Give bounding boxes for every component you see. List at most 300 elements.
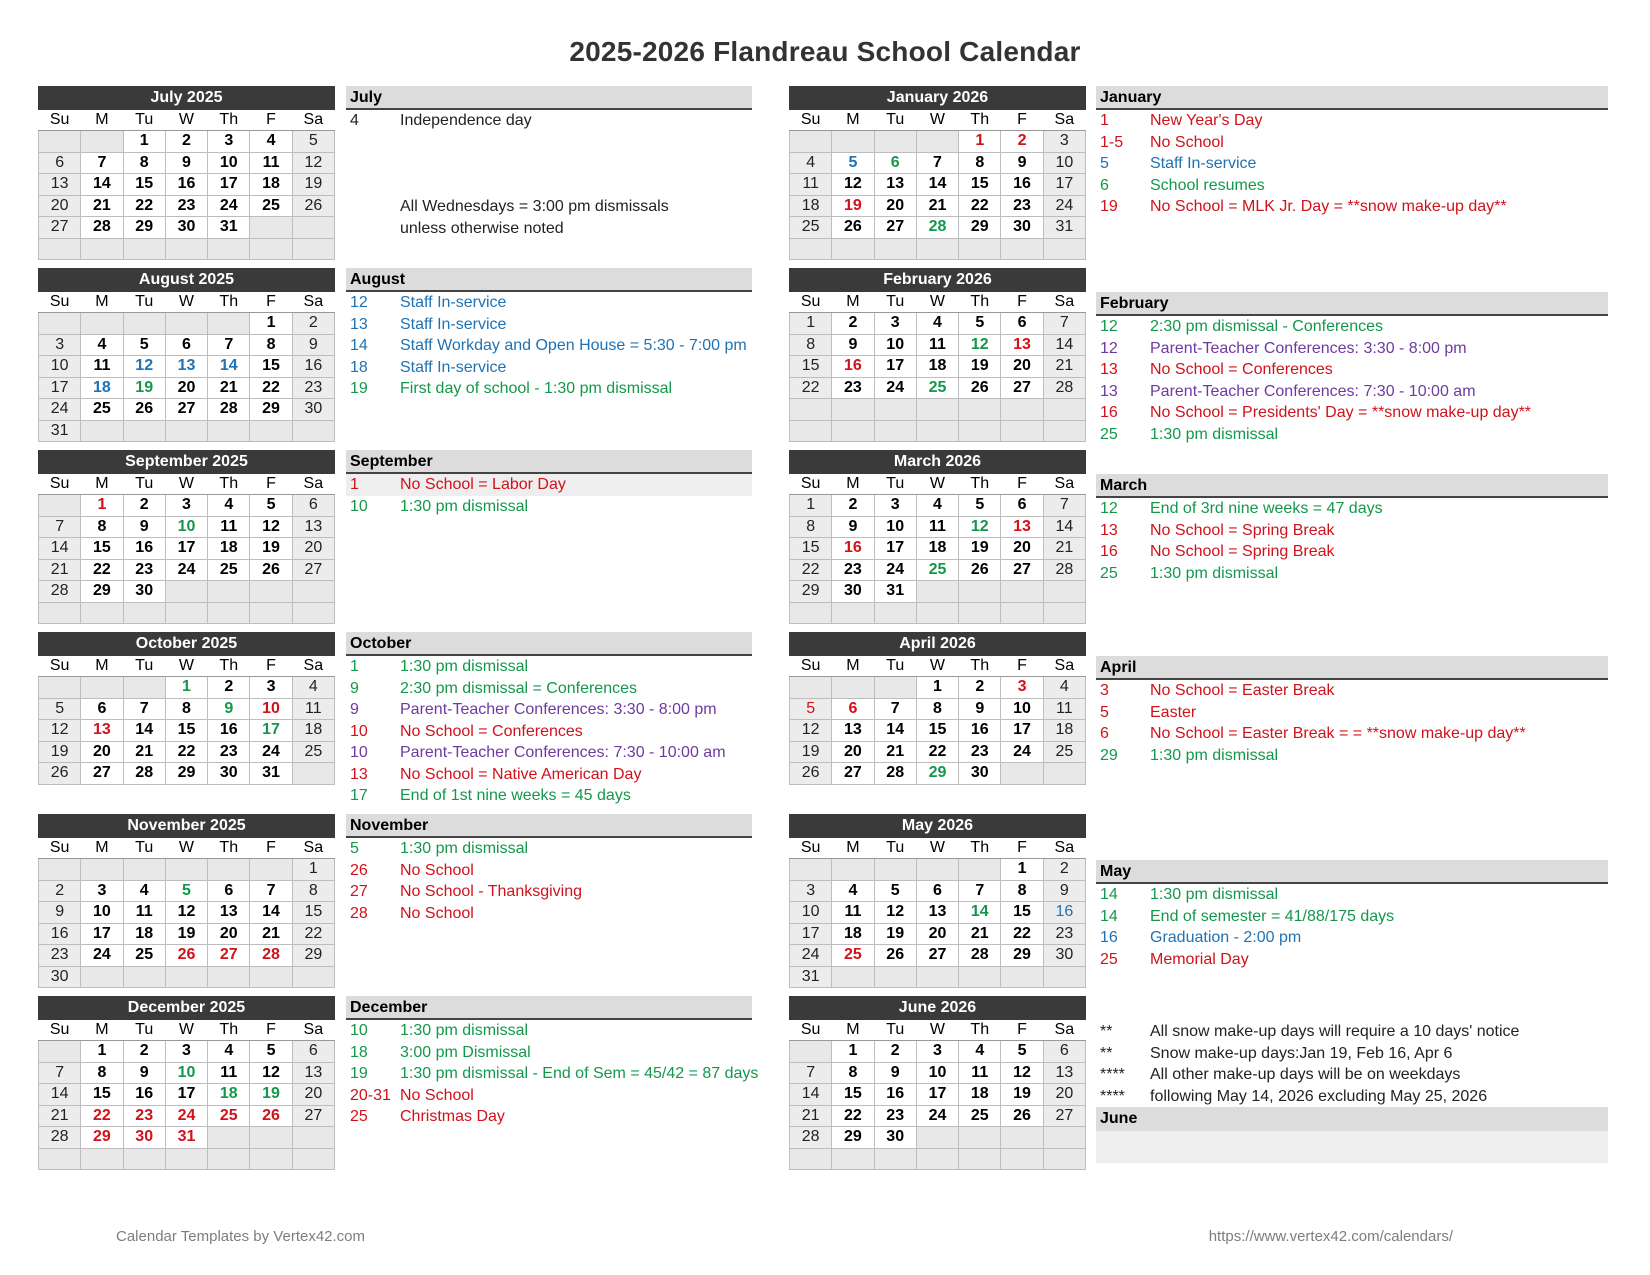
weekday-header: Sa: [1043, 838, 1085, 859]
week-row: [39, 1148, 335, 1170]
week-row: [39, 1084, 335, 1106]
day-cell: 7: [208, 334, 250, 356]
day-cell: 21: [1043, 356, 1085, 378]
day-cell: 10: [39, 356, 81, 378]
day-cell: 4: [208, 495, 250, 517]
day-cell: 7: [123, 698, 165, 720]
events-header: September: [346, 450, 752, 474]
day-cell: 28: [39, 581, 81, 603]
empty-cell: [916, 238, 958, 260]
day-cell: 31: [250, 763, 292, 785]
month-december-2025: [38, 996, 335, 1170]
day-cell: 16: [39, 923, 81, 945]
day-cell: 5: [874, 880, 916, 902]
event-date: 18: [350, 1043, 368, 1061]
empty-cell: [81, 420, 123, 442]
event-date: 29: [1100, 746, 1118, 764]
day-cell: 7: [874, 698, 916, 720]
day-cell: 11: [1043, 698, 1085, 720]
week-row: [39, 516, 335, 538]
day-cell: 25: [208, 1105, 250, 1127]
weekday-header: M: [832, 656, 874, 677]
day-cell: 16: [1043, 902, 1085, 924]
day-cell: 26: [959, 377, 1001, 399]
event-text: No School = Labor Day: [400, 476, 566, 493]
day-cell: 30: [123, 1127, 165, 1149]
day-cell: 4: [292, 677, 334, 699]
day-cell: 13: [39, 174, 81, 196]
week-row: [790, 741, 1086, 763]
day-cell: 22: [81, 559, 123, 581]
empty-cell: [165, 238, 207, 260]
empty-cell: [39, 1041, 81, 1063]
day-cell: 25: [208, 559, 250, 581]
week-row: [39, 720, 335, 742]
event-date: 14: [1100, 886, 1118, 903]
empty-cell: [874, 677, 916, 699]
event-date: 19: [350, 380, 368, 397]
event-text: 1:30 pm dismissal: [400, 840, 529, 857]
day-cell: 8: [790, 516, 832, 538]
event-date: 25: [1100, 950, 1118, 968]
events-header: November: [346, 814, 752, 838]
day-cell: 9: [874, 1062, 916, 1084]
day-cell: 11: [916, 334, 958, 356]
empty-cell: [916, 859, 958, 881]
weekday-header: Su: [790, 838, 832, 859]
events-header: January: [1096, 86, 1608, 110]
day-cell: 26: [959, 559, 1001, 581]
day-cell: 8: [292, 880, 334, 902]
day-cell: 4: [1043, 677, 1085, 699]
event-row: [346, 721, 752, 743]
day-cell: 19: [959, 356, 1001, 378]
month-title: September 2025: [38, 450, 335, 474]
day-cell: 20: [1043, 1084, 1085, 1106]
day-cell: 17: [208, 174, 250, 196]
note-row: [1096, 1043, 1608, 1065]
weekday-header: Th: [208, 110, 250, 131]
day-cell: 8: [959, 152, 1001, 174]
day-cell: 21: [123, 741, 165, 763]
week-row: [790, 377, 1086, 399]
week-row: [790, 1148, 1086, 1170]
empty-cell: [39, 859, 81, 881]
empty-cell: [81, 238, 123, 260]
month-april-2026: [789, 632, 1086, 785]
empty-cell: [959, 1148, 1001, 1170]
day-cell: 24: [250, 741, 292, 763]
day-cell: 9: [832, 334, 874, 356]
day-cell: 14: [959, 902, 1001, 924]
event-row: [346, 153, 752, 175]
day-cell: 2: [1001, 131, 1043, 153]
day-cell: 13: [208, 902, 250, 924]
week-row: [790, 495, 1086, 517]
events-header: August: [346, 268, 752, 292]
day-cell: 1: [165, 677, 207, 699]
note-marker: ****: [1100, 1066, 1125, 1083]
day-cell: 4: [790, 152, 832, 174]
week-row: [790, 131, 1086, 153]
week-row: [39, 152, 335, 174]
day-cell: 3: [916, 1041, 958, 1063]
day-cell: 10: [208, 152, 250, 174]
empty-cell: [959, 238, 1001, 260]
month-title: February 2026: [789, 268, 1086, 292]
week-row: [39, 902, 335, 924]
event-text: No School = Spring Break: [1150, 543, 1335, 560]
event-text: 2:30 pm dismissal - Conferences: [1150, 318, 1383, 335]
day-cell: 2: [39, 880, 81, 902]
event-date: 9: [350, 701, 359, 718]
empty-cell: [123, 313, 165, 335]
day-cell: 12: [250, 516, 292, 538]
day-cell: 6: [208, 880, 250, 902]
day-cell: 10: [165, 1062, 207, 1084]
empty-cell: [874, 859, 916, 881]
day-cell: 4: [208, 1041, 250, 1063]
day-cell: 9: [959, 698, 1001, 720]
month-title: July 2025: [38, 86, 335, 110]
day-cell: 8: [81, 516, 123, 538]
day-cell: 27: [1043, 1105, 1085, 1127]
day-cell: 25: [292, 741, 334, 763]
day-cell: 21: [39, 559, 81, 581]
event-text: Parent-Teacher Conferences: 7:30 - 10:00 am: [1150, 382, 1476, 400]
empty-cell: [292, 581, 334, 603]
day-cell: 12: [832, 174, 874, 196]
weekday-header: M: [832, 110, 874, 131]
event-text: 1:30 pm dismissal: [1150, 564, 1279, 582]
week-row: [790, 217, 1086, 239]
empty-cell: [81, 966, 123, 988]
day-cell: 3: [1001, 677, 1043, 699]
day-cell: 18: [292, 720, 334, 742]
footer-right[interactable]: https://www.vertex42.com/calendars/: [1208, 1228, 1453, 1245]
weekday-header: F: [250, 474, 292, 495]
day-cell: 27: [81, 763, 123, 785]
event-row: [346, 110, 752, 132]
day-cell: 20: [81, 741, 123, 763]
page-title: 2025-2026 Flandreau School Calendar: [569, 36, 1081, 67]
day-cell: 27: [292, 559, 334, 581]
day-cell: 1: [959, 131, 1001, 153]
day-cell: 23: [292, 377, 334, 399]
event-text: No School = Spring Break: [1150, 521, 1335, 539]
event-date: 13: [1100, 382, 1118, 400]
week-row: [790, 677, 1086, 699]
footer-left[interactable]: Calendar Templates by Vertex42.com: [116, 1228, 366, 1245]
day-cell: 24: [1001, 741, 1043, 763]
week-row: [790, 1062, 1086, 1084]
weekday-header: Su: [39, 1020, 81, 1041]
day-cell: 16: [123, 1084, 165, 1106]
day-cell: 23: [123, 1105, 165, 1127]
event-date: 10: [350, 497, 368, 515]
note-row: [1096, 1086, 1608, 1108]
week-row: [790, 1041, 1086, 1063]
day-cell: 20: [874, 195, 916, 217]
event-text: Staff In-service: [1150, 155, 1257, 172]
empty-cell: [1043, 420, 1085, 442]
day-cell: 2: [1043, 859, 1085, 881]
empty-cell: [208, 602, 250, 624]
notes: [1096, 1021, 1608, 1163]
weekday-header: W: [165, 474, 207, 495]
day-cell: 15: [81, 538, 123, 560]
day-cell: 25: [832, 945, 874, 967]
event-row: [1096, 316, 1608, 338]
empty-cell: [874, 420, 916, 442]
empty-cell: [916, 131, 958, 153]
event-row: [346, 785, 752, 807]
week-row: [39, 195, 335, 217]
week-row: [39, 581, 335, 603]
day-cell: 12: [165, 902, 207, 924]
day-cell: 24: [874, 559, 916, 581]
event-row: [1096, 723, 1608, 745]
empty-cell: [1043, 238, 1085, 260]
week-row: [790, 698, 1086, 720]
weekday-header: Su: [39, 474, 81, 495]
empty-cell: [1043, 763, 1085, 785]
day-cell: 29: [832, 1127, 874, 1149]
event-row: [1096, 132, 1608, 154]
day-cell: 28: [959, 945, 1001, 967]
day-cell: 11: [250, 152, 292, 174]
day-cell: 21: [81, 195, 123, 217]
day-cell: 5: [1001, 1041, 1043, 1063]
day-cell: 22: [81, 1105, 123, 1127]
event-date: 26: [350, 861, 368, 879]
events-march: [1096, 474, 1608, 584]
day-cell: 10: [1001, 698, 1043, 720]
week-row: [790, 1105, 1086, 1127]
empty-cell: [1001, 581, 1043, 603]
event-date: 1: [1100, 112, 1109, 129]
day-cell: 17: [874, 538, 916, 560]
empty-cell: [916, 602, 958, 624]
day-cell: 9: [1001, 152, 1043, 174]
day-cell: 19: [123, 377, 165, 399]
event-text: Staff In-service: [400, 294, 507, 311]
weekday-header: Th: [959, 110, 1001, 131]
event-row: [1096, 498, 1608, 520]
empty-cell: [874, 131, 916, 153]
empty-cell: [1043, 966, 1085, 988]
week-row: [790, 581, 1086, 603]
day-cell: 6: [39, 152, 81, 174]
day-cell: 25: [250, 195, 292, 217]
week-row: [790, 966, 1086, 988]
week-row: [39, 217, 335, 239]
event-row: [346, 678, 752, 700]
empty-cell: [1001, 238, 1043, 260]
event-row: [1096, 949, 1608, 971]
event-date: 9: [350, 679, 359, 697]
weekday-header: Th: [208, 838, 250, 859]
week-row: [39, 334, 335, 356]
event-date: 10: [350, 744, 368, 761]
event-text: End of 3rd nine weeks = 47 days: [1150, 500, 1383, 517]
events-july: [346, 86, 752, 239]
week-row: [39, 1127, 335, 1149]
event-date: 14: [1100, 907, 1118, 925]
day-cell: 3: [165, 495, 207, 517]
weekday-header: Th: [208, 292, 250, 313]
event-text: 1:30 pm dismissal: [400, 658, 529, 675]
event-text: Parent-Teacher Conferences: 3:30 - 8:00 pm: [1150, 339, 1467, 357]
day-cell: 16: [123, 538, 165, 560]
day-cell: 10: [165, 516, 207, 538]
day-cell: 23: [1001, 195, 1043, 217]
day-cell: 30: [39, 966, 81, 988]
empty-cell: [165, 859, 207, 881]
weekday-header: Tu: [123, 110, 165, 131]
day-cell: 26: [39, 763, 81, 785]
weekday-header: Tu: [123, 838, 165, 859]
day-cell: 2: [832, 313, 874, 335]
event-row: [1096, 424, 1608, 446]
weekday-header: Sa: [292, 110, 334, 131]
weekday-header: M: [81, 292, 123, 313]
day-cell: 28: [916, 217, 958, 239]
week-row: [790, 763, 1086, 785]
day-cell: 1: [790, 313, 832, 335]
day-cell: 14: [208, 356, 250, 378]
day-cell: 29: [959, 217, 1001, 239]
day-cell: 30: [292, 399, 334, 421]
month-november-2025: [38, 814, 335, 988]
weekday-header: M: [81, 1020, 123, 1041]
day-cell: 6: [1001, 313, 1043, 335]
event-row: [1096, 702, 1608, 724]
empty-cell: [292, 217, 334, 239]
day-cell: 13: [81, 720, 123, 742]
day-cell: 19: [790, 741, 832, 763]
empty-cell: [916, 966, 958, 988]
day-cell: 18: [832, 923, 874, 945]
event-date: 10: [350, 1022, 368, 1039]
day-cell: 23: [959, 741, 1001, 763]
empty-cell: [832, 399, 874, 421]
day-cell: 23: [1043, 923, 1085, 945]
day-cell: 21: [790, 1105, 832, 1127]
day-cell: 26: [832, 217, 874, 239]
weekday-header: F: [1001, 110, 1043, 131]
day-cell: 29: [81, 581, 123, 603]
empty-cell: [916, 581, 958, 603]
empty-cell: [165, 420, 207, 442]
day-cell: 12: [123, 356, 165, 378]
day-cell: 2: [959, 677, 1001, 699]
empty-cell: [292, 420, 334, 442]
weekday-header: M: [81, 656, 123, 677]
day-cell: 14: [123, 720, 165, 742]
day-cell: 22: [1001, 923, 1043, 945]
day-cell: 30: [165, 217, 207, 239]
weekday-header: Su: [790, 110, 832, 131]
day-cell: 10: [81, 902, 123, 924]
day-cell: 3: [874, 495, 916, 517]
day-cell: 9: [832, 516, 874, 538]
day-cell: 12: [1001, 1062, 1043, 1084]
week-row: [790, 174, 1086, 196]
day-cell: 15: [790, 356, 832, 378]
weekday-header: F: [250, 292, 292, 313]
events-august: [346, 268, 752, 400]
week-row: [39, 966, 335, 988]
event-date: 5: [350, 840, 359, 857]
weekday-header: F: [1001, 656, 1043, 677]
event-date: 25: [1100, 564, 1118, 582]
week-row: [790, 880, 1086, 902]
day-cell: 13: [916, 902, 958, 924]
day-cell: 27: [1001, 559, 1043, 581]
weekday-header: Th: [959, 656, 1001, 677]
day-cell: 8: [1001, 880, 1043, 902]
event-text: Staff Workday and Open House = 5:30 - 7:00 pm: [400, 337, 747, 354]
day-cell: 3: [208, 131, 250, 153]
day-cell: 22: [165, 741, 207, 763]
weekday-header: Th: [959, 292, 1001, 313]
day-cell: 28: [208, 399, 250, 421]
event-date: 12: [350, 294, 368, 311]
event-row: [346, 699, 752, 721]
day-cell: 9: [208, 698, 250, 720]
day-cell: 7: [1043, 495, 1085, 517]
week-row: [790, 238, 1086, 260]
event-row: [346, 314, 752, 336]
empty-cell: [874, 1148, 916, 1170]
event-row: [1096, 520, 1608, 542]
event-row: [346, 378, 752, 400]
week-row: [790, 313, 1086, 335]
day-cell: 19: [959, 538, 1001, 560]
day-cell: 17: [916, 1084, 958, 1106]
weekday-header: Sa: [1043, 656, 1085, 677]
empty-cell: [832, 238, 874, 260]
empty-cell: [250, 217, 292, 239]
weekday-header: M: [81, 474, 123, 495]
empty-cell: [81, 131, 123, 153]
event-date: 3: [1100, 682, 1109, 699]
day-cell: 25: [790, 217, 832, 239]
event-date: 28: [350, 904, 368, 922]
day-cell: 4: [250, 131, 292, 153]
day-cell: 23: [874, 1105, 916, 1127]
day-cell: 23: [39, 945, 81, 967]
day-cell: 24: [165, 1105, 207, 1127]
week-row: [790, 152, 1086, 174]
month-july-2025: [38, 86, 335, 260]
day-cell: 12: [959, 334, 1001, 356]
day-cell: 3: [1043, 131, 1085, 153]
weekday-header: Tu: [874, 1020, 916, 1041]
day-cell: 28: [39, 1127, 81, 1149]
weekday-header: Sa: [292, 474, 334, 495]
empty-cell: [292, 1148, 334, 1170]
day-cell: 10: [250, 698, 292, 720]
day-cell: 17: [81, 923, 123, 945]
day-cell: 25: [916, 559, 958, 581]
events-header: March: [1096, 474, 1608, 498]
week-row: [790, 399, 1086, 421]
empty-cell: [123, 238, 165, 260]
weekday-header: Sa: [1043, 1020, 1085, 1041]
day-cell: 18: [250, 174, 292, 196]
